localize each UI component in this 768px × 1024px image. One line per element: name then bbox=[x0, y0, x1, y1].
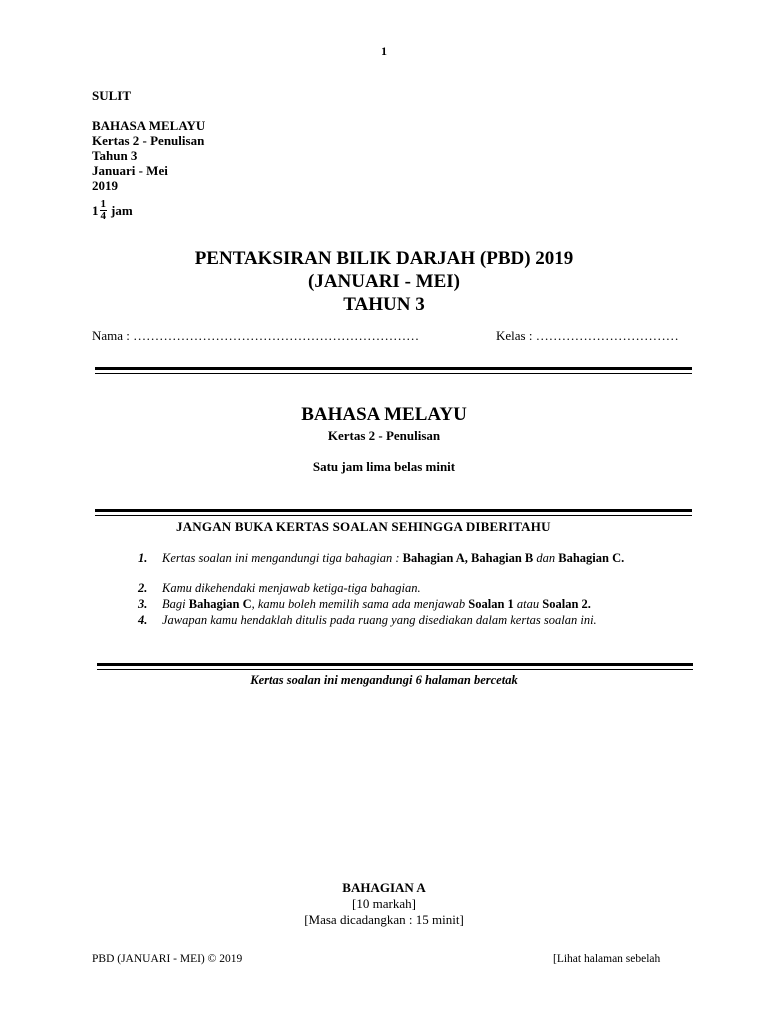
title-line-2: (JANUARI - MEI) bbox=[308, 271, 460, 292]
footer-right: [Lihat halaman sebelah bbox=[553, 953, 661, 965]
classification-label: SULIT bbox=[92, 88, 132, 103]
name-field[interactable]: Nama : ………………………………………………………… bbox=[92, 328, 420, 343]
divider-middle-thin bbox=[95, 515, 692, 516]
duration-numerator: 1 bbox=[100, 198, 106, 210]
subject-heading: BAHASA MELAYU bbox=[301, 404, 467, 425]
duration-denominator: 4 bbox=[100, 210, 106, 222]
meta-year-level: Tahun 3 bbox=[92, 148, 138, 163]
title-line-1: PENTAKSIRAN BILIK DARJAH (PBD) 2019 bbox=[194, 248, 574, 269]
divider-top bbox=[95, 367, 692, 370]
page-number: 1 bbox=[381, 44, 387, 58]
divider-bottom-thin bbox=[97, 669, 693, 670]
main-title bbox=[0, 247, 768, 316]
instruction-number: 4. bbox=[138, 613, 148, 627]
class-field[interactable]: Kelas : …………………………… bbox=[496, 328, 679, 343]
meta-subject: BAHASA MELAYU bbox=[92, 118, 206, 133]
meta-duration bbox=[92, 199, 133, 222]
duration-fraction bbox=[100, 199, 108, 222]
subject-duration: Satu jam lima belas minit bbox=[312, 459, 456, 474]
instruction-number: 1. bbox=[138, 551, 148, 565]
section-marks: [10 markah] bbox=[352, 896, 416, 911]
divider-bottom bbox=[97, 663, 693, 666]
instructions-heading: JANGAN BUKA KERTAS SOALAN SEHINGGA DIBERITAHU bbox=[176, 519, 551, 534]
meta-paper: Kertas 2 - Penulisan bbox=[92, 133, 205, 148]
divider-top-thin bbox=[95, 373, 692, 374]
instruction-number: 2. bbox=[138, 581, 148, 595]
instruction-number: 3. bbox=[138, 597, 148, 611]
meta-period: Januari - Mei bbox=[92, 163, 168, 178]
instruction-item bbox=[138, 581, 686, 596]
duration-whole: 1 bbox=[92, 203, 99, 218]
printed-pages-note: Kertas soalan ini mengandungi 6 halaman bercetak bbox=[250, 673, 518, 687]
instruction-item bbox=[138, 551, 686, 581]
instruction-text: Bagi Bahagian C, kamu boleh memilih sama ada menjawab Soalan 1 atau Soalan 2. bbox=[162, 597, 591, 611]
duration-unit: jam bbox=[111, 203, 133, 218]
instruction-text: Jawapan kamu hendaklah ditulis pada ruang yang disediakan dalam kertas soalan ini. bbox=[162, 613, 597, 627]
title-line-3: TAHUN 3 bbox=[343, 294, 425, 315]
section-time: [Masa dicadangkan : 15 minit] bbox=[304, 912, 464, 927]
footer-left: PBD (JANUARI - MEI) © 2019 bbox=[92, 953, 243, 965]
instruction-item bbox=[138, 613, 686, 628]
instruction-item bbox=[138, 597, 686, 612]
subject-paper: Kertas 2 - Penulisan bbox=[327, 428, 441, 443]
section-title: BAHAGIAN A bbox=[342, 880, 426, 895]
meta-block bbox=[92, 118, 205, 193]
instruction-text: Kertas soalan ini mengandungi tiga bahagian : Bahagian A, Bahagian B dan Bahagian C. bbox=[162, 551, 625, 565]
instruction-text: Kamu dikehendaki menjawab ketiga-tiga bahagian. bbox=[162, 581, 421, 595]
divider-middle bbox=[95, 509, 692, 512]
meta-year: 2019 bbox=[92, 178, 118, 193]
